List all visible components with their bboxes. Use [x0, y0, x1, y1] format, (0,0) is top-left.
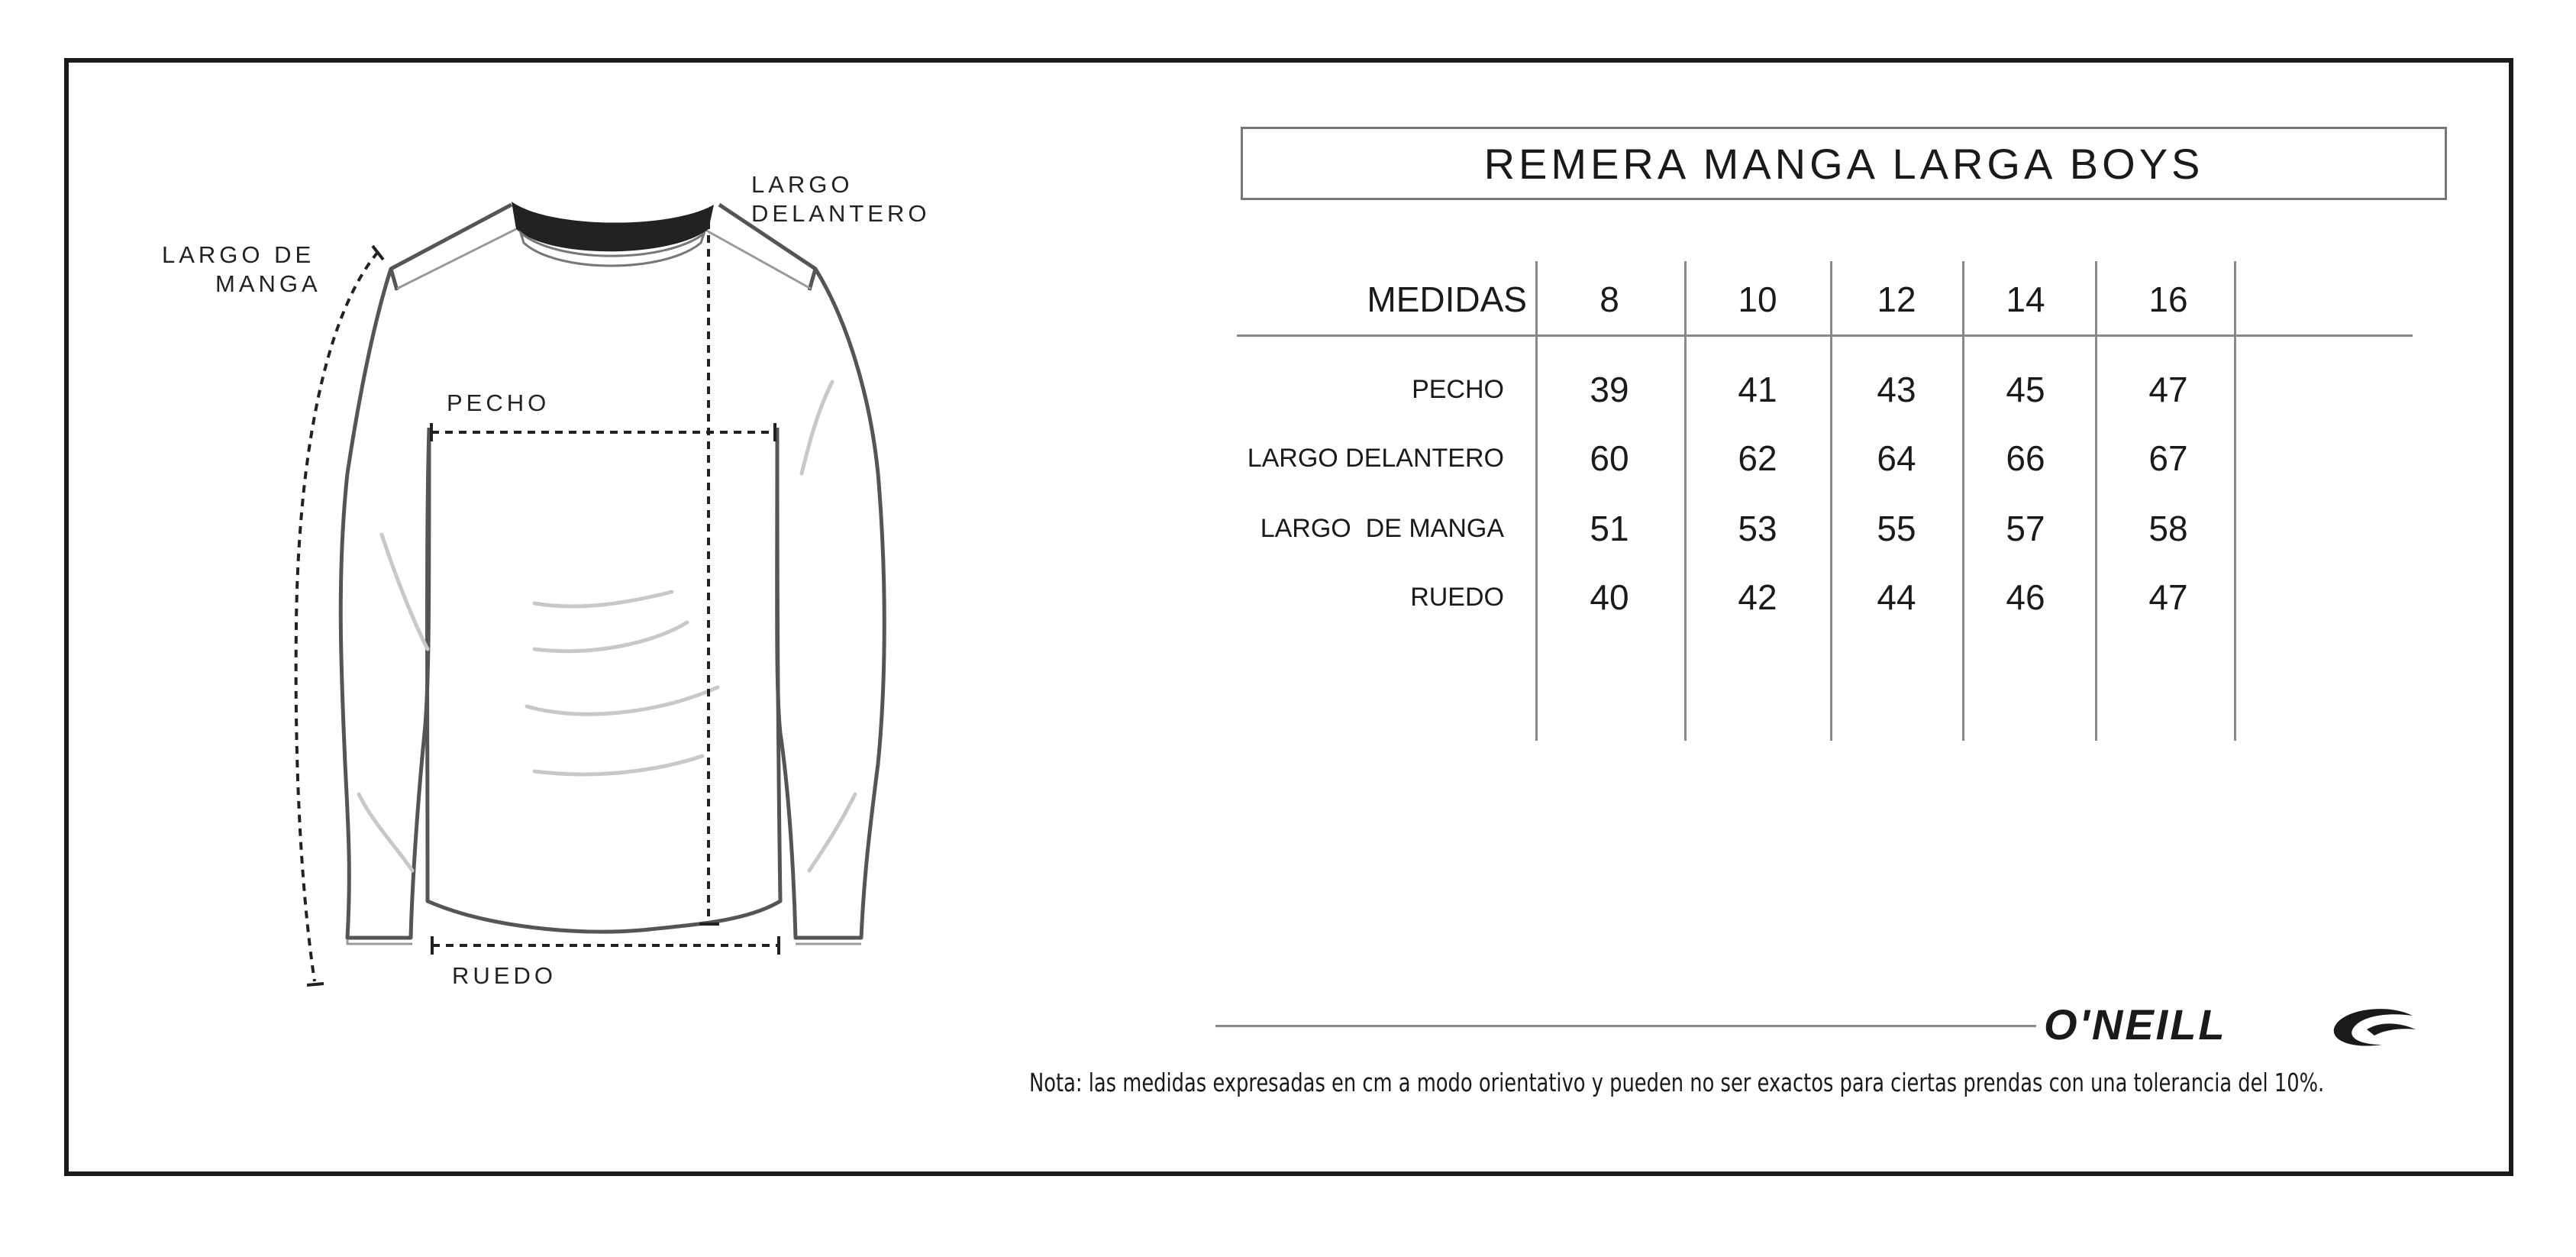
shirt-outline [341, 205, 884, 938]
label-largo-delantero-line2: DELANTERO [751, 200, 931, 227]
shoulder-seams [347, 229, 861, 944]
table-row-label: RUEDO [1410, 583, 1504, 612]
pecho-measure-line [431, 423, 775, 441]
table-header-size: 10 [1738, 280, 1777, 319]
table-header-size: 16 [2148, 280, 2188, 319]
note-text: Nota: las medidas expresadas en cm a modo orientativo y pueden no ser exactos para ciertas prendas con una tolerancia del 10%. [1029, 1068, 2325, 1097]
table-cell: 57 [2006, 509, 2045, 548]
table-cell: 39 [1590, 370, 1629, 409]
table-row-label: LARGO DE MANGA [1260, 514, 1504, 543]
wave-icon [2329, 1007, 2420, 1052]
table-cell: 64 [1877, 438, 1916, 478]
table-header-size: 8 [1600, 280, 1619, 319]
table-header-size: 12 [1877, 280, 1916, 319]
brand-logo: O'NEILL [2044, 1000, 2227, 1049]
table-cell: 42 [1738, 577, 1777, 617]
chart-title: REMERA MANGA LARGA BOYS [1483, 139, 2204, 188]
table-cell: 62 [1738, 438, 1777, 478]
table-header-size: 14 [2006, 280, 2045, 319]
table-cell: 47 [2148, 577, 2188, 617]
table-row-label: PECHO [1412, 375, 1504, 404]
table-cell: 51 [1590, 509, 1629, 548]
table-divider [1535, 261, 1538, 741]
table-cell: 55 [1877, 509, 1916, 548]
table-cell: 60 [1590, 438, 1629, 478]
shirt-diagram [0, 0, 993, 1069]
table-divider [1962, 261, 1964, 741]
ruedo-measure-line [432, 936, 779, 955]
label-largo-delantero-line1: LARGO [751, 171, 854, 198]
table-cell: 46 [2006, 577, 2045, 617]
label-largo-de-manga-line2: MANGA [215, 270, 321, 297]
collar [512, 202, 714, 266]
table-divider [2095, 261, 2097, 741]
table-cell: 45 [2006, 370, 2045, 409]
table-divider [1830, 261, 1832, 741]
table-divider [1684, 261, 1687, 741]
table-cell: 44 [1877, 577, 1916, 617]
table-cell: 43 [1877, 370, 1916, 409]
table-cell: 66 [2006, 438, 2045, 478]
table-header-rule [1237, 334, 2413, 337]
label-largo-de-manga-line1: LARGO DE [162, 241, 315, 268]
title-box [1241, 127, 2447, 200]
brand-rule [1215, 1025, 2036, 1027]
table-cell: 67 [2148, 438, 2188, 478]
label-pecho: PECHO [447, 389, 550, 416]
label-ruedo: RUEDO [452, 962, 557, 989]
table-divider [2234, 261, 2236, 741]
largo-delantero-measure-line [699, 221, 719, 924]
table-cell: 53 [1738, 509, 1777, 548]
table-cell: 58 [2148, 509, 2188, 548]
table-cell: 47 [2148, 370, 2188, 409]
table-cell: 41 [1738, 370, 1777, 409]
table-cell: 40 [1590, 577, 1629, 617]
table-row-label: LARGO DELANTERO [1247, 444, 1504, 473]
table-header-label: MEDIDAS [1367, 280, 1527, 319]
